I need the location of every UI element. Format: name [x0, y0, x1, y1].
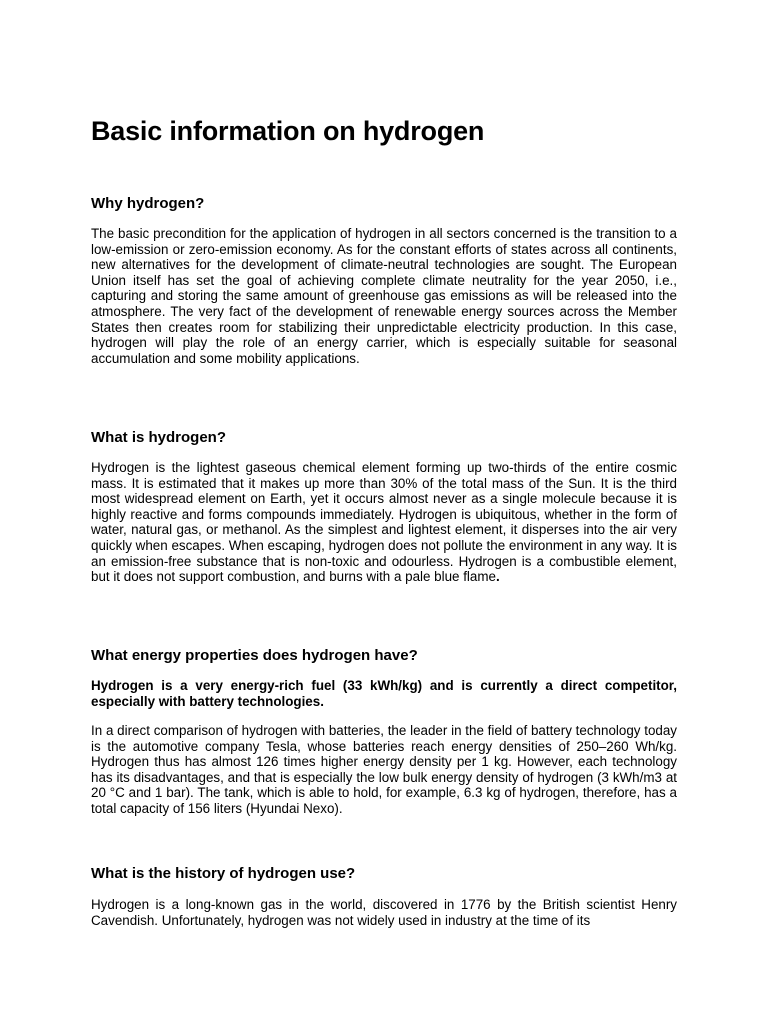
paragraph-history-of-hydrogen-use: Hydrogen is a long-known gas in the world, discovered in 1776 by the British scientist Henry Cavendish. Unfortunately, hydrogen was not widely used in industry at the time of its: [91, 897, 677, 928]
paragraph-energy-properties: In a direct comparison of hydrogen with batteries, the leader in the field of battery technology today is the automotive company Tesla, whose batteries reach energy densities of 250–260 Wh/kg. Hydrogen thus has almost 126 times higher energy density per 1 kg. However, each technology has its disadvantages, and that is especially the low bulk energy density of hydrogen (3 kWh/m3 at 20 °C and 1 bar). The tank, which is able to hold, for example, 6.3 kg of hydrogen, therefore, has a total capacity of 156 liters (Hyundai Nexo).: [91, 723, 677, 816]
section-heading-why-hydrogen: Why hydrogen?: [91, 195, 205, 212]
section-heading-energy-properties: What energy properties does hydrogen have?: [91, 647, 418, 664]
paragraph-what-is-hydrogen: [91, 460, 677, 585]
document-title: Basic information on hydrogen: [91, 116, 485, 146]
paragraph-energy-properties-lead: Hydrogen is a very energy-rich fuel (33 kWh/kg) and is currently a direct competitor, especially with battery technologies.: [91, 678, 677, 709]
section-heading-what-is-hydrogen: What is hydrogen?: [91, 429, 226, 446]
section-heading-history-of-hydrogen-use: What is the history of hydrogen use?: [91, 865, 356, 882]
paragraph-why-hydrogen: The basic precondition for the application of hydrogen in all sectors concerned is the transition to a low-emission or zero-emission economy. As for the constant efforts of states across all continents, new alternatives for the development of climate-neutral technologies are sought. The European Union itself has set the goal of achieving complete climate neutrality for the year 2050, i.e., capturing and storing the same amount of greenhouse gas emissions as will be released into the atmosphere. The very fact of the development of renewable energy sources across the Member States then creates room for stabilizing their unpredictable electricity production. In this case, hydrogen will play the role of an energy carrier, which is especially suitable for seasonal accumulation and some mobility applications.: [91, 226, 677, 366]
paragraph-what-is-hydrogen-text: Hydrogen is the lightest gaseous chemical element forming up two-thirds of the entire cosmic mass. It is estimated that it makes up more than 30% of the total mass of the Sun. It is the third most widespread element on Earth, yet it occurs almost never as a single molecule because it is highly reactive and forms compounds immediately. Hydrogen is ubiquitous, whether in the form of water, natural gas, or methanol. As the simplest and lightest element, it disperses into the air very quickly when escapes. When escaping, hydrogen does not pollute the environment in any way. It is an emission-free substance that is non-toxic and odourless. Hydrogen is a combustible element, but it does not support combustion, and burns with a pale blue flame: [91, 460, 677, 585]
paragraph-what-is-hydrogen-final-period: .: [495, 569, 500, 585]
